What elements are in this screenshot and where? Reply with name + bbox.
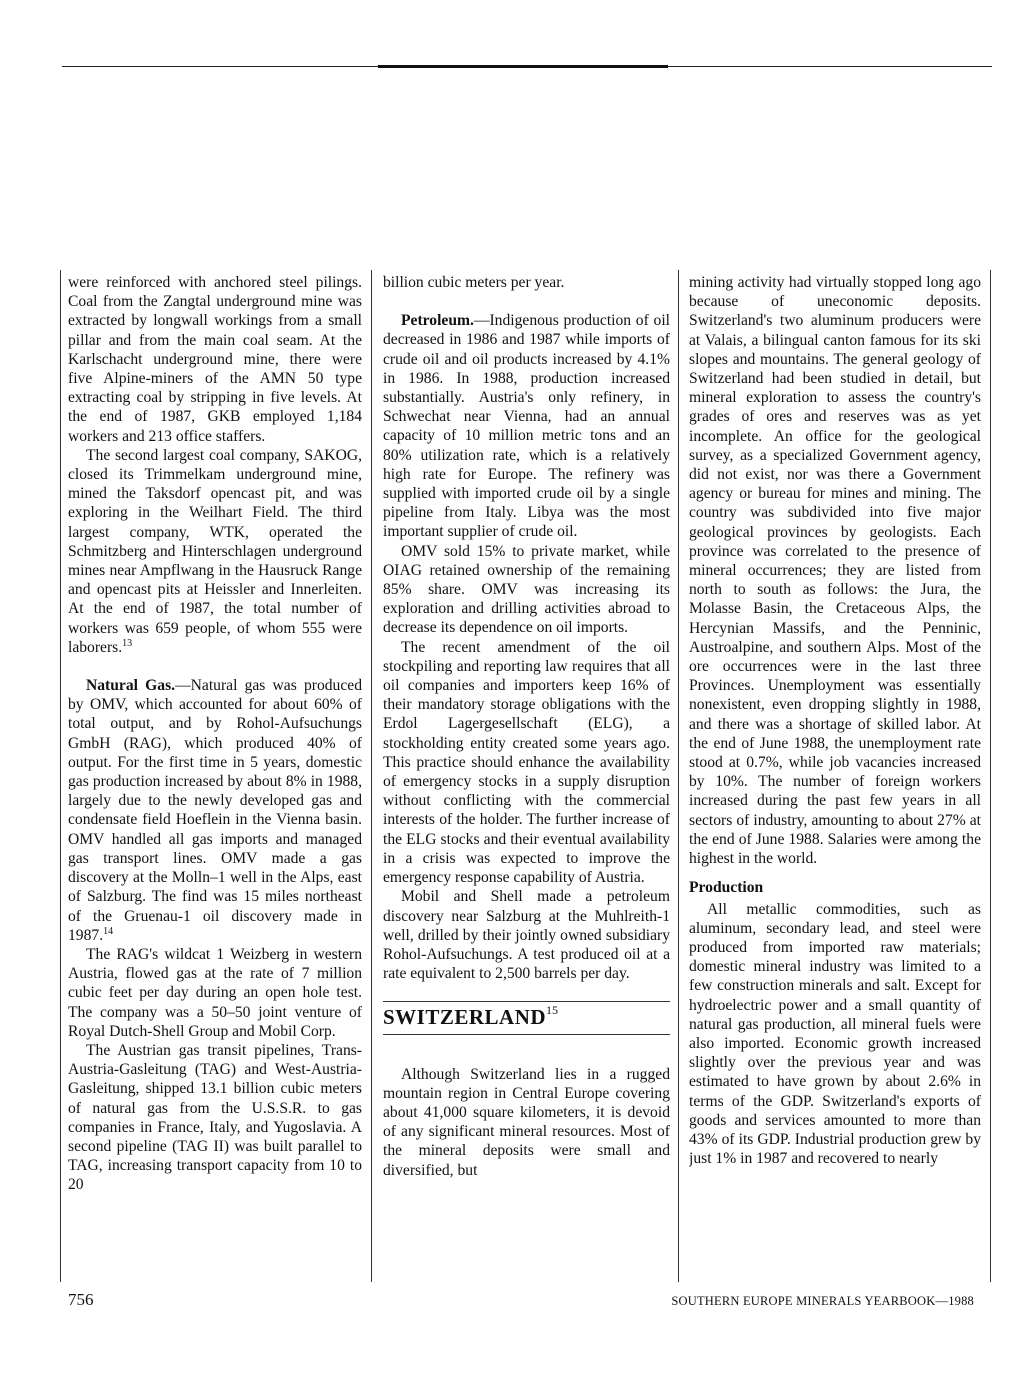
paragraph <box>68 676 362 945</box>
paragraph-text: The second largest coal company, SAKOG, closed its Trimmelkam underground mine, mined the Taksdorf opencast pit, and was exploring in the Weilhart Field. The third largest company, WTK, operated the Schmitzberg and Hinterschlagen underground mines near Ampflwang in the Hausruck Range and opencast pits at Heissler and Innerleiten. At the end of 1987, the total number of workers was 659 people, of whom 555 were laborers. <box>68 446 362 656</box>
footnote-ref: 13 <box>122 637 133 649</box>
paragraph-text: —Natural gas was produced by OMV, which accounted for about 60% of total output, and by Rohol-Aufsuchungs GmbH (RAG), which produced 40% of output. For the first time in 5 years, domestic gas production increased by about 8% in 1988, largely due to the newly developed gas and condensate field Hoeflein in the Vienna basin. OMV handled all gas imports and managed gas transport lines. OMV made a gas discovery at the Molln–1 well in the Alps, east of Salzburg. The find was 15 miles northeast of the Gruenau-1 oil discovery made in 1987. <box>68 677 362 944</box>
paragraph <box>68 446 362 657</box>
column-rule-outer <box>990 270 991 1282</box>
column-rule-middle <box>371 270 372 1282</box>
column-middle <box>383 273 670 1283</box>
section-heading <box>383 1001 670 1034</box>
section-title: SWITZERLAND <box>383 1005 547 1030</box>
paragraph-heading: Natural Gas. <box>86 677 176 695</box>
paragraph-heading: Petroleum. <box>401 312 474 330</box>
column-rule-right <box>678 270 679 1282</box>
paragraph: All metallic commodities, such as aluminum, secondary lead, and steel were produced from imported raw materials; domestic mineral industry was limited to a few construction minerals and salt. Except for hydroelectric power and a small quantity of natural gas production, all mineral fuels were also imported. Economic growth increased slightly over the previous year and was estimated to have grown by about 2.6% in terms of the GDP. Switzerland's exports of goods and services amounted to more than 43% of its GDP. Industrial production grew by just 1% in 1987 and recovered to nearly <box>689 900 981 1168</box>
column-left <box>68 273 362 1283</box>
running-footer: SOUTHERN EUROPE MINERALS YEARBOOK—1988 <box>671 1294 974 1308</box>
paragraph: The Austrian gas transit pipelines, Trans-Austria-Gasleitung (TAG) and West-Austria-Gasleitung, shipped 13.1 billion cubic meters of natural gas from the U.S.S.R. to gas companies in France, Italy, and Yugoslavia. A second pipeline (TAG II) was built parallel to TAG, increasing transport capacity from 10 to 20 <box>68 1041 362 1194</box>
paragraph-text: —Indigenous production of oil decreased in 1986 and 1987 while imports of crude oil and oil products increased by 4.1% in 1986. In 1988, production increased substantially. Austria's only refinery, in Schwechat near Vienna, had an annual capacity of 10 million metric tons and an 80% utilization rate, which is a relatively high rate for Europe. The refinery was supplied with imported crude oil by a single pipeline from Italy. Libya was the most important supplier of crude oil. <box>383 312 670 541</box>
paragraph: were reinforced with anchored steel pilings. Coal from the Zangtal underground mine was extracted by longwall workings from a small pillar and from the main coal seam. At the Karlschacht underground mine, there were five Alpine-miners of the AMN 50 type extracting coal by stripping in five levels. At the end of 1987, GKB employed 1,184 workers and 213 office staffers. <box>68 274 362 445</box>
paragraph: The recent amendment of the oil stockpiling and reporting law requires that all oil companies and importers keep 16% of their mandatory storage obligations with the Erdol Lagergesellschaft (ELG), a stockholding entity created some years ago. This practice should enhance the availability of emergency stocks in a supply disruption without conflicting with the commercial interests of the holder. The further increase of the ELG stocks and their eventual availability in a crisis was expected to improve the emergency response capability of Austria. <box>383 638 670 887</box>
paragraph: Although Switzerland lies in a rugged mountain region in Central Europe covering about 41,000 square kilometers, it is devoid of any significant mineral resources. Most of the mineral deposits were small and diversified, but <box>383 1065 670 1179</box>
column-right <box>689 273 981 1283</box>
paragraph: The RAG's wildcat 1 Weizberg in western Austria, flowed gas at the rate of 7 million cubic feet per day during an open hole test. The company was a 50–50 joint venture of Royal Dutch-Shell Group and Mobil Corp. <box>68 945 362 1040</box>
paragraph: billion cubic meters per year. <box>383 274 565 291</box>
subheading: Production <box>689 879 764 897</box>
top-rule-accent <box>378 65 668 68</box>
footnote-ref: 15 <box>546 1003 559 1018</box>
column-rule-left <box>60 270 61 1282</box>
footnote-ref: 14 <box>103 925 114 937</box>
paragraph <box>383 311 670 541</box>
page-number: 756 <box>68 1290 94 1309</box>
paragraph: mining activity had virtually stopped long ago because of uneconomic deposits. Switzerland's two aluminum producers were at Valais, a bilingual canton famous for its ski slopes and mountains. The general geology of Switzerland had been studied in detail, but mineral exploration to assess the country's grades of ores and reserves was as yet incomplete. An office for the geological survey, as a specialized Government agency, did not exist, nor was there a Government agency or bureau for mines and mining. The country was subdivided into five major geological provinces by geologists. Each province was correlated to the presence of mineral occurrences; they are listed from north to south as follows: the Jura, the Molasse Basin, the Cretaceous Alps, the Hercynian Massifs, and the Penninic, Austroalpine, and southern Alps. Most of the ore occurrences were in the last three Provinces. Unemployment was essentially nonexistent, even dropping slightly in 1988, and there was a shortage of skilled labor. At the end of June 1988, the unemployment rate stood at 0.7%, while job vacancies increased by 10%. The number of foreign workers increased during the past few years in all sectors of industry, amounting to about 27% at the end of June 1988. Salaries were among the highest in the world. <box>689 274 981 868</box>
paragraph: Mobil and Shell made a petroleum discovery near Salzburg at the Muhlreith-1 well, drilled by their jointly owned subsidiary Rohol-Aufsuchungs. A test produced oil at a rate equivalent to 2,500 barrels per day. <box>383 888 670 983</box>
paragraph: OMV sold 15% to private market, while OIAG retained ownership of the remaining 85% share. OMV was increasing its exploration and drilling activities abroad to decrease its dependence on oil imports. <box>383 542 670 637</box>
